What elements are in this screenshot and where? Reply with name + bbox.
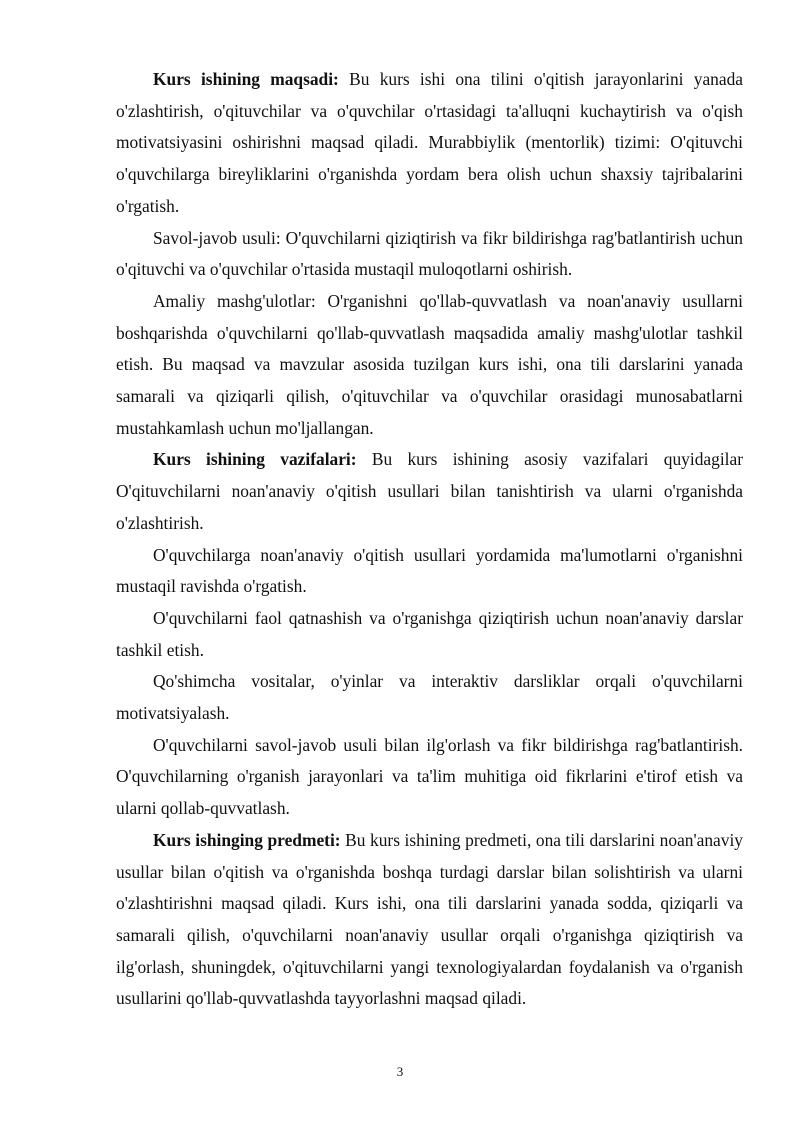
paragraph-task-2 [116,540,743,603]
paragraph-task-5 [116,730,743,825]
heading-tasks: Kurs ishining vazifalari: [153,449,357,470]
paragraph-text: O'quvchilarni faol qatnashish va o'rganishga qiziqtirish uchun noan'anaviy darslar tashkil etish. [116,607,743,660]
paragraph-text: Bu kurs ishining asosiy vazifalari quyidagilar O'qituvchilarni noan'anaviy o'qitish usullari bilan tanishtirish va ularni o'rganishda o'zlashtirish. [116,449,743,533]
paragraph-text: O'quvchilarga noan'anaviy o'qitish usullari yordamida ma'lumotlarni o'rganishni mustaqil ravishda o'rgatish. [116,544,743,597]
paragraph-text: Savol-javob usuli: O'quvchilarni qiziqtirish va fikr bildirishga rag'batlantirish uchun o'qituvchi va o'quvchilar o'rtasida mustaqil muloqotlarni oshirish. [116,227,743,280]
paragraph-goal [116,64,743,223]
paragraph-task-4 [116,666,743,729]
paragraph-text: Qo'shimcha vositalar, o'yinlar va interaktiv darsliklar orqali o'quvchilarni motivatsiyalash. [116,671,743,724]
paragraph-text: Bu kurs ishining predmeti, ona tili darslarini noan'anaviy usullar bilan o'qitish va o'rganishda boshqa turdagi darslar bilan solishtirish va ularni o'zlashtirishni maqsad qiladi. Kurs ishi, ona tili darslarini yanada sodda, qiziqarli va samarali qilish, o'quvchilarni noan'anaviy usullar orqali o'rganishga qiziqtirish va ilg'orlash, shuningdek, o'qituvchilarni yangi texnologiyalardan foydalanish va o'rganish usullarini qo'llab-quvvatlashda tayyorlashni maqsad qiladi. [116,829,743,1009]
paragraph-text: Bu kurs ishi ona tilini o'qitish jarayonlarini yanada o'zlashtirish, o'qituvchilar va o'quvchilar o'rtasidagi ta'alluqni kuchaytirish va o'qish motivatsiyasini oshirishni maqsad qiladi. Murabbiylik (mentorlik) tizimi: O'qituvchi o'quvchilarga bireyliklarini o'rganishda yordam bera olish uchun shaxsiy tajribalarini o'rgatish. [116,69,743,216]
paragraph-text: O'quvchilarni savol-javob usuli bilan ilg'orlash va fikr bildirishga rag'batlantirish. O'quvchilarning o'rganish jarayonlari va ta'lim muhitiga oid fikrlarini e'tirof etish va ularni qollab-quvvatlash. [116,734,743,819]
body-text [116,64,743,1015]
paragraph-task-3 [116,603,743,666]
paragraph-text: Amaliy mashg'ulotlar: O'rganishni qo'llab-quvvatlash va noan'anaviy usullarni boshqarishda o'quvchilarni qo'llab-quvvatlash maqsadida amaliy mashg'ulotlar tashkil etish. Bu maqsad va mavzular asosida tuzilgan kurs ishi, ona tili darslarini yanada samarali va qiziqarli qilish, o'qituvchilar va o'quvchilar orasidagi munosabatlarni mustahkamlash uchun mo'ljallangan. [116,290,743,438]
paragraph-practical-lessons [116,286,743,445]
heading-subject: Kurs ishinging predmeti: [153,829,341,850]
paragraph-tasks [116,444,743,539]
heading-goal: Kurs ishining maqsadi: [153,69,339,89]
page-number: 3 [396,1064,404,1079]
paragraph-subject [116,825,743,1015]
paragraph-qa-method [116,223,743,286]
